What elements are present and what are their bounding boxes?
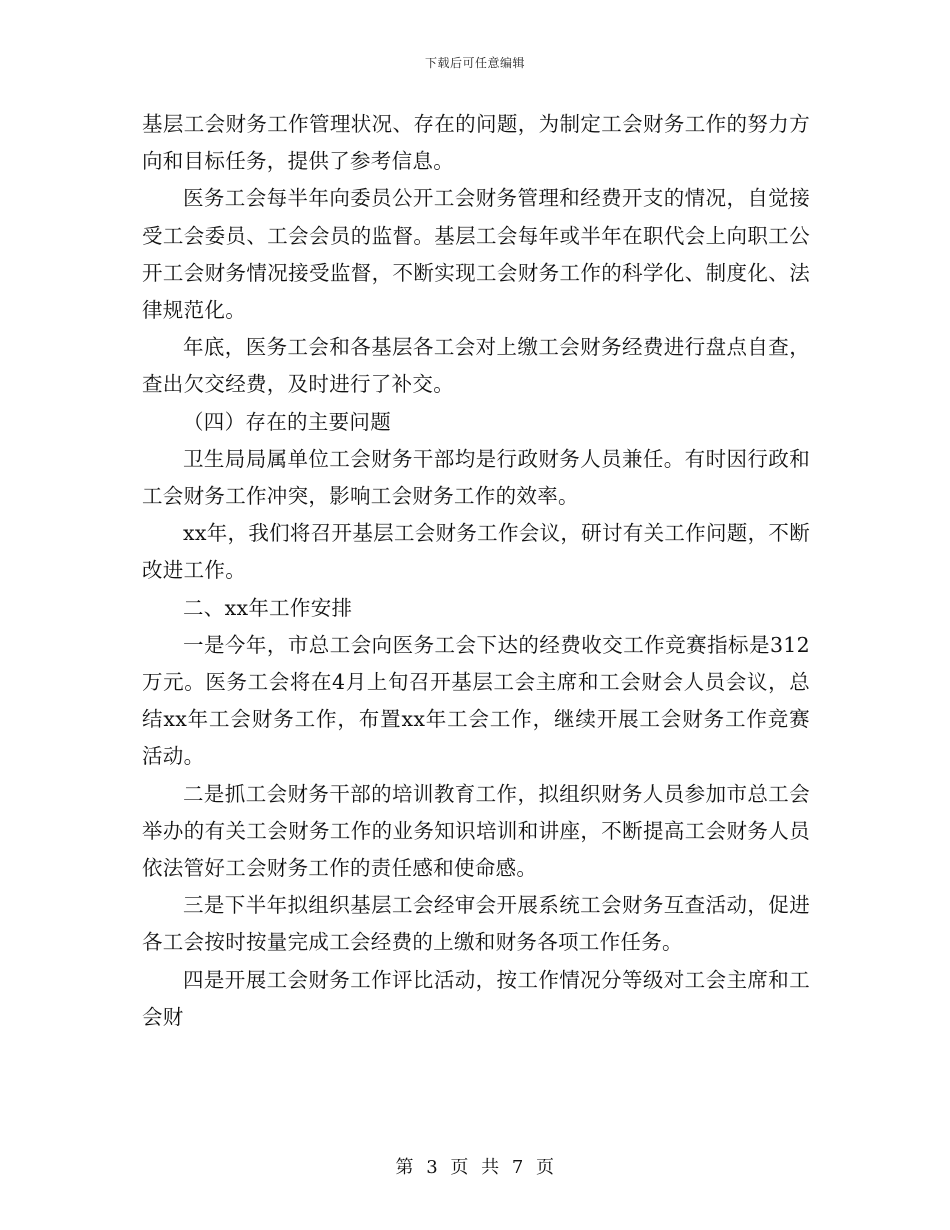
paragraph-disclosure: 医务工会每半年向委员公开工会财务管理和经费开支的情况，自觉接受工会委员、工会会员的监督。基层工会每年或半年在职代会上向职工公开工会财务情况接受监督，不断实现工会财务工作的科学化、制度化、法律规范化。 xyxy=(142,186,810,323)
header-note: 下载后可任意编辑 xyxy=(424,56,525,70)
paragraph-continuation: 基层工会财务工作管理状况、存在的问题，为制定工会财务工作的努力方向和目标任务，提供了参考信息。 xyxy=(142,112,810,174)
paragraph-plan-item-2: 二是抓工会财务干部的培训教育工作，拟组织财务人员参加市总工会举办的有关工会财务工作的业务知识培训和讲座，不断提高工会财务人员依法管好工会财务工作的责任感和使命感。 xyxy=(142,781,810,881)
page-number: 第 3 页 共 7 页 xyxy=(395,1157,555,1178)
paragraph-plan-item-3: 三是下半年拟组织基层工会经审会开展系统工会财务互查活动，促进各工会按时按量完成工会经费的上缴和财务各项工作任务。 xyxy=(142,893,810,955)
paragraph-plan-item-1: 一是今年，市总工会向医务工会下达的经费收交工作竞赛指标是312万元。医务工会将在4月上旬召开基层工会主席和工会财会人员会议，总结xx年工会财务工作，布置xx年工会工作，继续开展工会财务工作竞赛活动。 xyxy=(142,632,810,769)
paragraph-meeting-plan: xx年，我们将召开基层工会财务工作会议，研讨有关工作问题，不断改进工作。 xyxy=(142,521,810,583)
paragraph-staffing-issue: 卫生局局属单位工会财务干部均是行政财务人员兼任。有时因行政和工会财务工作冲突，影响工会财务工作的效率。 xyxy=(142,446,810,509)
body-text xyxy=(142,106,810,1036)
section-heading-problems: （四）存在的主要问题 xyxy=(183,409,391,434)
section-heading-work-plan: 二、xx年工作安排 xyxy=(183,595,353,620)
paragraph-plan-item-4: 四是开展工会财务工作评比活动，按工作情况分等级对工会主席和工会财 xyxy=(142,967,810,1029)
paragraph-year-end-check: 年底，医务工会和各基层各工会对上缴工会财务经费进行盘点自查，查出欠交经费，及时进行了补交。 xyxy=(142,335,810,397)
